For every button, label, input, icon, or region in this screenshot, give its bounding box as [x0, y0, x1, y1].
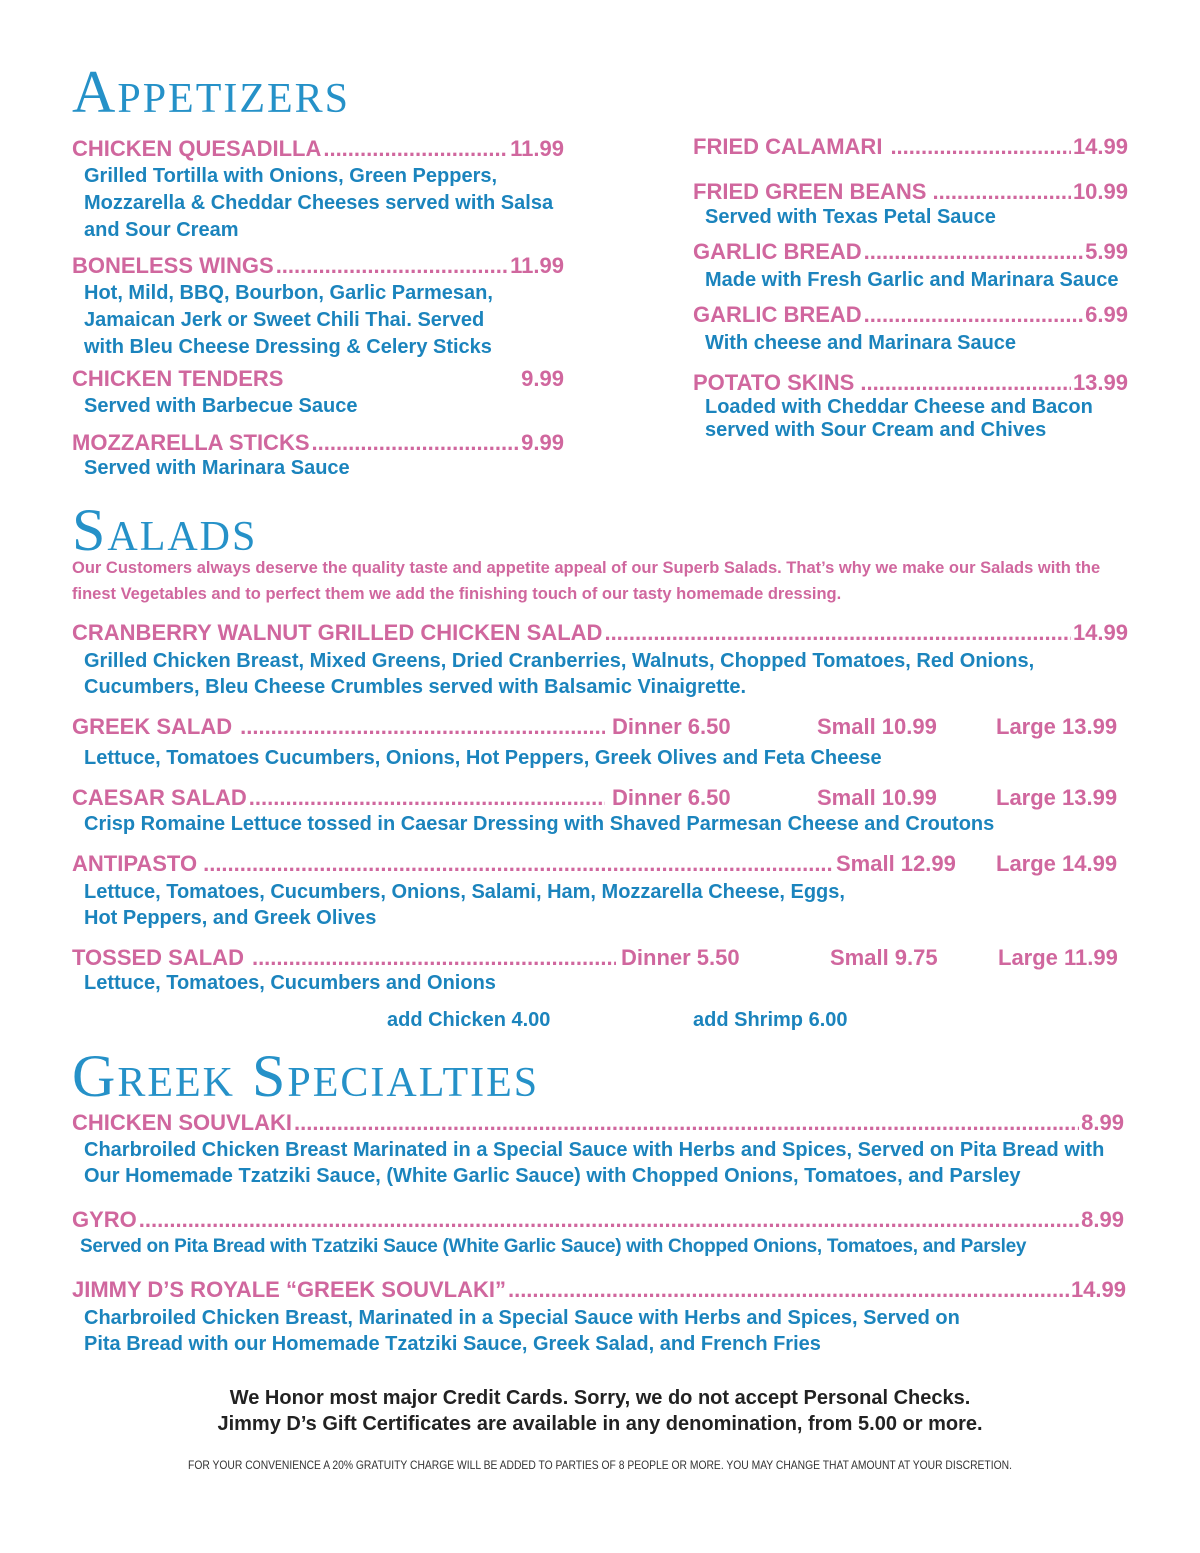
menu-item: [693, 134, 1128, 160]
item-price: 8.99: [1081, 1207, 1124, 1232]
large-price: Large 11.99: [998, 945, 1118, 970]
dinner-price: Dinner 6.50: [612, 785, 731, 810]
item-price: 8.99: [1081, 1110, 1124, 1135]
item-name: CAESAR SALAD: [72, 785, 247, 810]
item-description: Hot, Mild, BBQ, Bourbon, Garlic Parmesan, Jamaican Jerk or Sweet Chili Thai. Served with Bleu Cheese Dressing & Celery Sticks: [84, 282, 493, 358]
item-description: Served with Barbecue Sauce: [84, 395, 358, 417]
item-price: 14.99: [1070, 1277, 1126, 1302]
gift-certificate-note: Jimmy D’s Gift Certificates are available in any denomination, from 5.00 or more.: [217, 1413, 983, 1435]
menu-item: [72, 1207, 1124, 1233]
item-price: 14.99: [1072, 134, 1128, 159]
item-price: 11.99: [510, 136, 564, 161]
small-price: Small 12.99: [836, 851, 956, 876]
menu-item: [72, 620, 1128, 646]
item-price: 9.99: [521, 366, 564, 391]
menu-item: [72, 136, 564, 162]
greek-specialties-heading: Greek Specialties: [72, 1043, 540, 1109]
item-name: CHICKEN SOUVLAKI: [72, 1110, 293, 1135]
small-price: Small 10.99: [817, 785, 937, 810]
large-price: Large 13.99: [996, 785, 1118, 810]
item-description: Lettuce, Tomatoes, Cucumbers and Onions: [84, 972, 496, 994]
item-description: Served with Texas Petal Sauce: [705, 206, 996, 228]
item-price: 9.99: [521, 430, 564, 455]
appetizers-heading: Appetizers: [72, 59, 351, 125]
item-name: GARLIC BREAD: [693, 239, 862, 264]
menu-item: [72, 253, 564, 279]
salads-intro: Our Customers always deserve the quality taste and appetite appeal of our Superb Salads. That’s why we make our Salads with the finest Vegetables and to perfect them we add the finishing touch of our tasty homemade dressing.: [72, 559, 1101, 603]
item-price: 6.99: [1085, 302, 1128, 327]
item-name: TOSSED SALAD: [72, 945, 244, 970]
large-price: Large 13.99: [996, 714, 1118, 739]
item-price: 11.99: [510, 253, 564, 278]
menu-item: [72, 945, 618, 971]
item-name: ANTIPASTO: [72, 851, 198, 876]
gratuity-note: FOR YOUR CONVENIENCE A 20% GRATUITY CHARGE WILL BE ADDED TO PARTIES OF 8 PEOPLE OR MORE. YOU MAY CHANGE THAT AMOUNT AT YOUR DISCRETION.: [188, 1458, 1012, 1472]
item-name: JIMMY D’S ROYALE “GREEK SOUVLAKI”: [72, 1277, 506, 1302]
item-description: Served on Pita Bread with Tzatziki Sauce (White Garlic Sauce) with Chopped Onions, Tomatoes, and Parsley: [80, 1236, 1027, 1257]
item-price: 10.99: [1072, 179, 1128, 204]
menu-item: [693, 179, 1128, 205]
menu-item: [72, 430, 564, 456]
item-description: Made with Fresh Garlic and Marinara Sauce: [705, 269, 1119, 291]
addon-chicken: add Chicken 4.00: [387, 1009, 551, 1031]
item-name: BONELESS WINGS: [72, 253, 274, 278]
menu-item: [72, 1110, 1124, 1136]
item-price: 13.99: [1072, 370, 1128, 395]
item-name: GYRO: [72, 1207, 137, 1232]
item-description: Charbroiled Chicken Breast, Marinated in a Special Sauce with Herbs and Spices, Served on Pita Bread with our Homemade Tzatziki Sauce, Greek Salad, and French Fries: [84, 1307, 960, 1355]
menu-item: [693, 302, 1128, 328]
item-description: Loaded with Cheddar Cheese and Bacon served with Sour Cream and Chives: [705, 396, 1093, 441]
menu-item: [72, 1277, 1126, 1303]
menu-item: [72, 851, 834, 877]
item-name: FRIED CALAMARI: [693, 134, 883, 159]
addon-shrimp: add Shrimp 6.00: [693, 1009, 848, 1031]
item-name: GARLIC BREAD: [693, 302, 862, 327]
small-price: Small 9.75: [830, 945, 938, 970]
item-name: FRIED GREEN BEANS: [693, 179, 927, 204]
item-description: Lettuce, Tomatoes Cucumbers, Onions, Hot Peppers, Greek Olives and Feta Cheese: [84, 747, 882, 769]
menu-item: [72, 785, 607, 811]
menu-item: [693, 239, 1128, 265]
dinner-price: Dinner 5.50: [621, 945, 740, 970]
salads-heading: Salads: [72, 497, 258, 563]
large-price: Large 14.99: [996, 851, 1118, 876]
item-description: Served with Marinara Sauce: [84, 457, 350, 479]
item-name: CHICKEN QUESADILLA: [72, 136, 322, 161]
item-description: Grilled Chicken Breast, Mixed Greens, Dried Cranberries, Walnuts, Chopped Tomatoes, Red Onions, Cucumbers, Bleu Cheese Crumbles served with Balsamic Vinaigrette.: [84, 650, 1035, 698]
menu-item: [693, 370, 1128, 396]
dinner-price: Dinner 6.50: [612, 714, 731, 739]
item-name: CHICKEN TENDERS: [72, 366, 284, 391]
item-name: POTATO SKINS: [693, 370, 855, 395]
item-price: 14.99: [1072, 620, 1128, 645]
item-description: Crisp Romaine Lettuce tossed in Caesar Dressing with Shaved Parmesan Cheese and Croutons: [84, 813, 995, 835]
item-description: Grilled Tortilla with Onions, Green Peppers, Mozzarella & Cheddar Cheeses served with Salsa and Sour Cream: [84, 165, 554, 241]
payment-note: We Honor most major Credit Cards. Sorry, we do not accept Personal Checks.: [229, 1387, 971, 1409]
item-price: 5.99: [1085, 239, 1128, 264]
item-description: Lettuce, Tomatoes, Cucumbers, Onions, Salami, Ham, Mozzarella Cheese, Eggs, Hot Peppers, and Greek Olives: [84, 881, 845, 929]
item-name: GREEK SALAD: [72, 714, 233, 739]
item-name: MOZZARELLA STICKS: [72, 430, 310, 455]
small-price: Small 10.99: [817, 714, 937, 739]
item-description: With cheese and Marinara Sauce: [705, 332, 1017, 354]
menu-item: [72, 714, 607, 740]
item-description: Charbroiled Chicken Breast Marinated in a Special Sauce with Herbs and Spices, Served on Pita Bread with Our Homemade Tzatziki Sauce, (White Garlic Sauce) with Chopped Onions, Tomatoes, and Parsley: [84, 1139, 1105, 1187]
menu-item: [72, 366, 564, 392]
item-name: CRANBERRY WALNUT GRILLED CHICKEN SALAD: [72, 620, 603, 645]
